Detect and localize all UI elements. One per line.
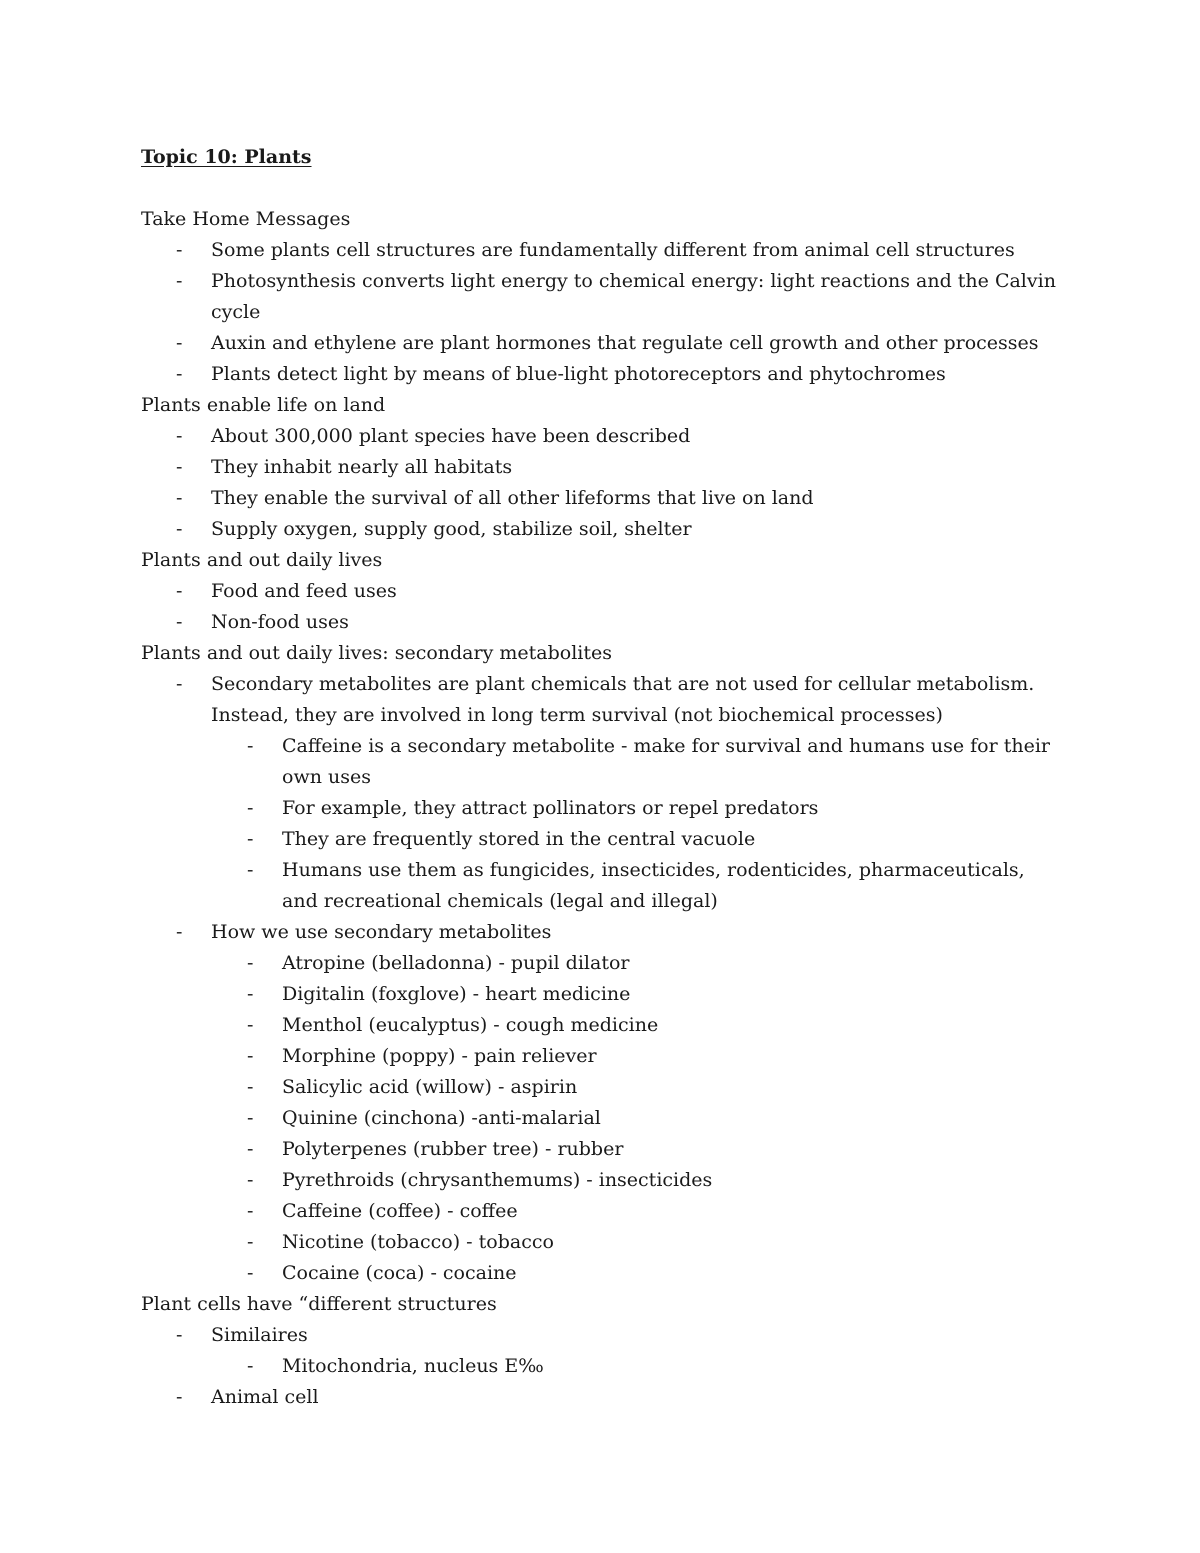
bullet-dash: - bbox=[247, 1014, 254, 1036]
bullet-dash: - bbox=[247, 1231, 254, 1253]
bullet-dash: - bbox=[176, 363, 183, 385]
list-item: - Plants detect light by means of blue-light photoreceptors and phytochromes bbox=[141, 359, 1061, 390]
bullet-dash: - bbox=[176, 518, 183, 540]
sub-list-item: - For example, they attract pollinators or repel predators bbox=[141, 793, 1061, 824]
bullet-dash: - bbox=[176, 673, 183, 695]
bullet-dash: - bbox=[247, 859, 254, 881]
page-title: Topic 10: Plants bbox=[141, 146, 312, 168]
sub-list-item: - Humans use them as fungicides, insecticides, rodenticides, pharmaceuticals, and recreational chemicals (legal and illegal) bbox=[141, 855, 1061, 917]
bullet-dash: - bbox=[247, 735, 254, 757]
list-item: - They enable the survival of all other lifeforms that live on land bbox=[141, 483, 1061, 514]
bullet-dash: - bbox=[247, 1355, 254, 1377]
bullet-dash: - bbox=[176, 611, 183, 633]
sub-list-item: - Pyrethroids (chrysanthemums) - insecticides bbox=[141, 1165, 1061, 1196]
list-item: - Similaires bbox=[141, 1320, 1061, 1351]
list-item: - Supply oxygen, supply good, stabilize soil, shelter bbox=[141, 514, 1061, 545]
secondary-metabolites-list-2 bbox=[141, 917, 1061, 948]
list-item: - Food and feed uses bbox=[141, 576, 1061, 607]
section-heading-daily-lives: Plants and out daily lives bbox=[141, 549, 383, 571]
sub-list-item: - Caffeine is a secondary metabolite - make for survival and humans use for their own uses bbox=[141, 731, 1061, 793]
sub-list-item: - Nicotine (tobacco) - tobacco bbox=[141, 1227, 1061, 1258]
bullet-dash: - bbox=[247, 1169, 254, 1191]
bullet-dash: - bbox=[247, 952, 254, 974]
bullet-dash: - bbox=[176, 1386, 183, 1408]
sub-list-item: - They are frequently stored in the central vacuole bbox=[141, 824, 1061, 855]
bullet-dash: - bbox=[247, 1045, 254, 1067]
list-item: - They inhabit nearly all habitats bbox=[141, 452, 1061, 483]
list-item: - How we use secondary metabolites bbox=[141, 917, 1061, 948]
list-item: - Some plants cell structures are fundamentally different from animal cell structures bbox=[141, 235, 1061, 266]
sub-list-item: - Caffeine (coffee) - coffee bbox=[141, 1196, 1061, 1227]
sub-list-item: - Quinine (cinchona) -anti-malarial bbox=[141, 1103, 1061, 1134]
list-item: - Auxin and ethylene are plant hormones that regulate cell growth and other processes bbox=[141, 328, 1061, 359]
section-heading-secondary-metabolites: Plants and out daily lives: secondary metabolites bbox=[141, 642, 612, 664]
sub-list-item: - Menthol (eucalyptus) - cough medicine bbox=[141, 1010, 1061, 1041]
bullet-dash: - bbox=[176, 239, 183, 261]
life-on-land-list bbox=[141, 421, 1061, 545]
sub-list-item: - Polyterpenes (rubber tree) - rubber bbox=[141, 1134, 1061, 1165]
sub-list-item: - Atropine (belladonna) - pupil dilator bbox=[141, 948, 1061, 979]
sub-list-item: - Cocaine (coca) - cocaine bbox=[141, 1258, 1061, 1289]
bullet-dash: - bbox=[176, 487, 183, 509]
sub-list-item: - Digitalin (foxglove) - heart medicine bbox=[141, 979, 1061, 1010]
metabolite-uses-sublist bbox=[141, 948, 1061, 1289]
bullet-dash: - bbox=[247, 1200, 254, 1222]
section-heading-take-home: Take Home Messages bbox=[141, 208, 351, 230]
bullet-dash: - bbox=[247, 1107, 254, 1129]
sub-list-item: - Morphine (poppy) - pain reliever bbox=[141, 1041, 1061, 1072]
section-heading-life-on-land: Plants enable life on land bbox=[141, 394, 386, 416]
bullet-dash: - bbox=[247, 1262, 254, 1284]
document-body bbox=[141, 204, 1061, 1413]
bullet-dash: - bbox=[176, 425, 183, 447]
section-heading-plant-cells: Plant cells have “different structures bbox=[141, 1293, 497, 1315]
list-item: - Photosynthesis converts light energy to chemical energy: light reactions and the Calvin cycle bbox=[141, 266, 1061, 328]
plant-cells-list bbox=[141, 1320, 1061, 1351]
bullet-dash: - bbox=[176, 332, 183, 354]
secondary-metabolites-sublist bbox=[141, 731, 1061, 917]
list-item: - Animal cell bbox=[141, 1382, 1061, 1413]
bullet-dash: - bbox=[176, 456, 183, 478]
bullet-dash: - bbox=[247, 828, 254, 850]
daily-lives-list bbox=[141, 576, 1061, 638]
bullet-dash: - bbox=[176, 580, 183, 602]
list-item: - Secondary metabolites are plant chemicals that are not used for cellular metabolism. Instead, they are involved in long term survival (not biochemical processes) bbox=[141, 669, 1061, 731]
bullet-dash: - bbox=[247, 1076, 254, 1098]
secondary-metabolites-list bbox=[141, 669, 1061, 731]
bullet-dash: - bbox=[176, 270, 183, 292]
bullet-dash: - bbox=[176, 1324, 183, 1346]
bullet-dash: - bbox=[247, 983, 254, 1005]
bullet-dash: - bbox=[247, 1138, 254, 1160]
plant-cells-list-2 bbox=[141, 1382, 1061, 1413]
take-home-list bbox=[141, 235, 1061, 390]
plant-cells-sublist bbox=[141, 1351, 1061, 1382]
bullet-dash: - bbox=[247, 797, 254, 819]
list-item: - Non-food uses bbox=[141, 607, 1061, 638]
sub-list-item: - Mitochondria, nucleus E‰ bbox=[141, 1351, 1061, 1382]
sub-list-item: - Salicylic acid (willow) - aspirin bbox=[141, 1072, 1061, 1103]
bullet-dash: - bbox=[176, 921, 183, 943]
list-item: - About 300,000 plant species have been described bbox=[141, 421, 1061, 452]
